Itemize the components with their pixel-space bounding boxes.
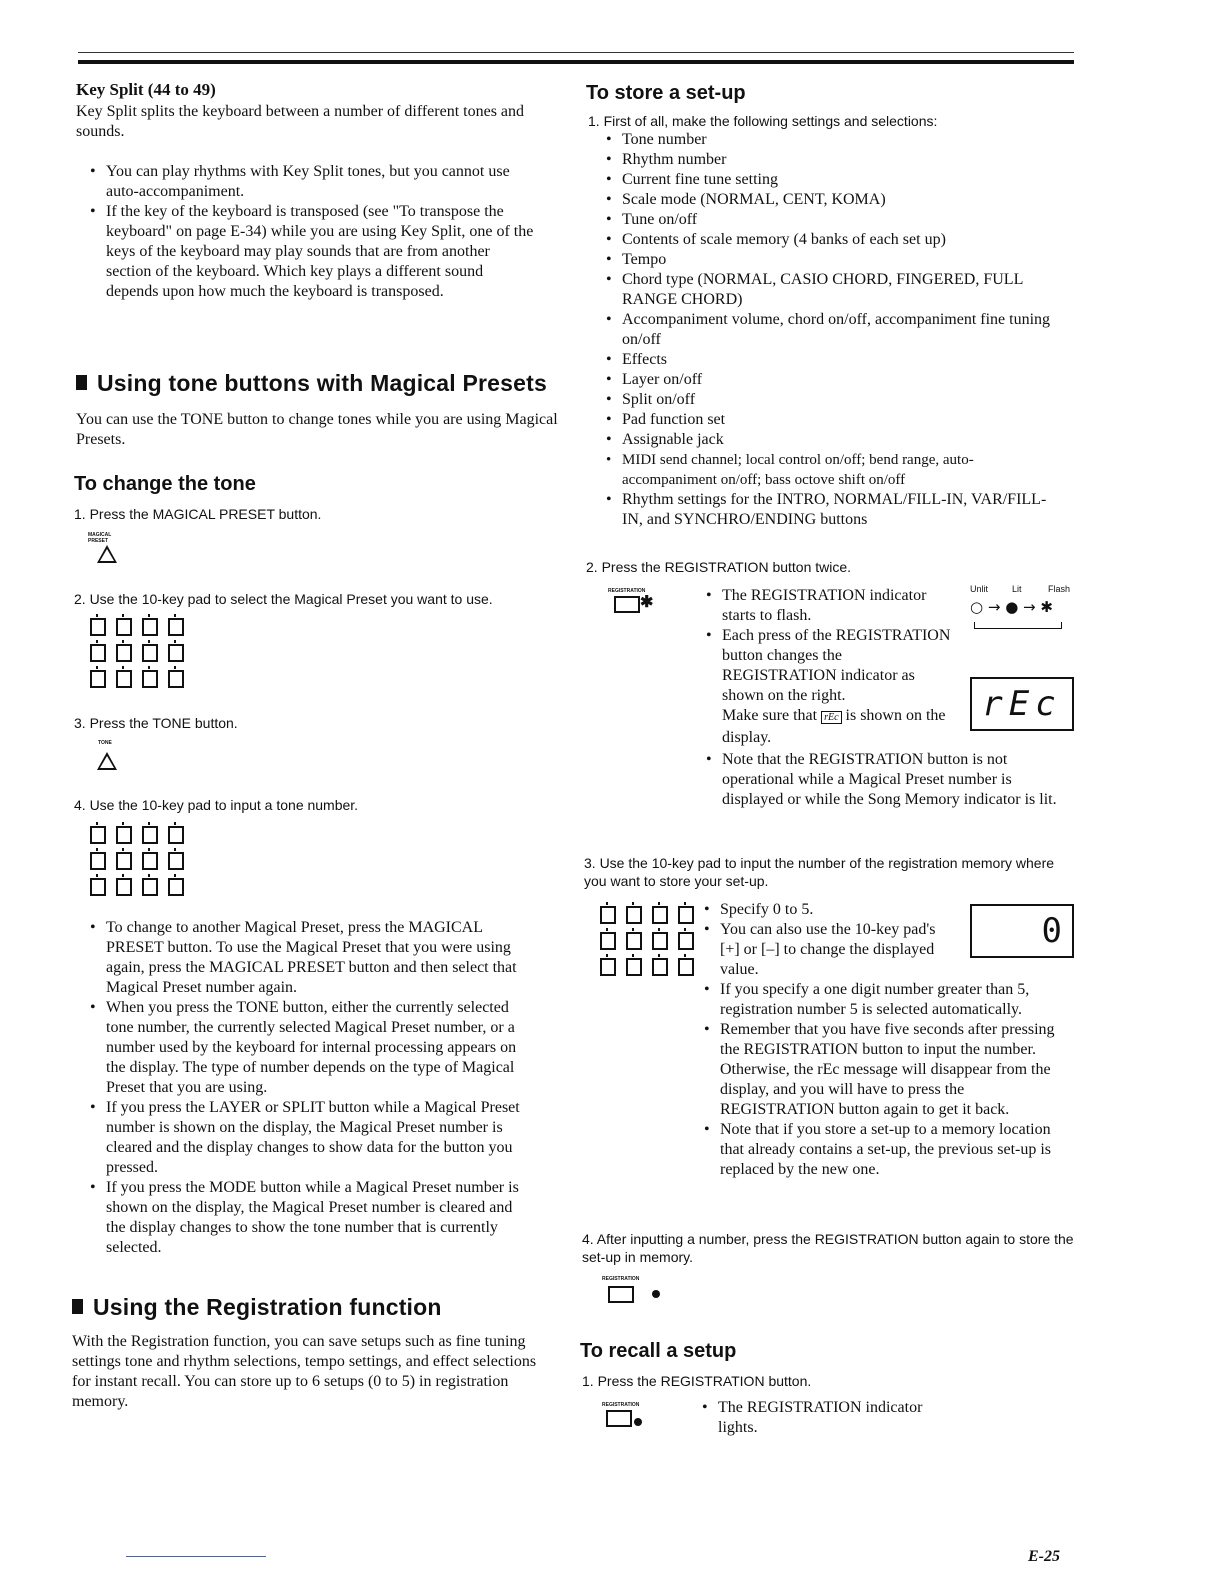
indicator-label-lit: Lit (1012, 584, 1022, 594)
store-step2: 2. Press the REGISTRATION button twice. (586, 559, 852, 575)
key[interactable] (90, 852, 106, 870)
registration-heading: Using the Registration function (72, 1294, 442, 1321)
key-split-bullets (88, 162, 538, 302)
list-item: • Effects (604, 350, 1058, 370)
registration-label: REGISTRATION (602, 1276, 640, 1282)
list-item: • You can play rhythms with Key Split tones, but you cannot use auto-accompaniment. (88, 162, 538, 202)
indicator-label-flash: Flash (1048, 584, 1071, 594)
key[interactable] (678, 932, 694, 950)
magical-preset-button[interactable] (97, 545, 117, 563)
list-item: • If you specify a one digit number greater than 5, registration number 5 is selected automatically. (702, 980, 1072, 1020)
key[interactable] (168, 644, 184, 662)
store-step3-long-bullets (702, 980, 1072, 1180)
key[interactable] (600, 958, 616, 976)
lcd-zero-display: 0 (970, 904, 1074, 958)
list-item: • Layer on/off (604, 370, 1058, 390)
key[interactable] (678, 958, 694, 976)
key[interactable] (626, 932, 642, 950)
list-item: • Specify 0 to 5. (702, 900, 948, 920)
change-tone-step3: 3. Press the TONE button. (74, 715, 238, 731)
top-rule-thin (78, 52, 1074, 53)
key[interactable] (652, 932, 668, 950)
list-item: • Tune on/off (604, 210, 1058, 230)
list-item: • Current fine tune setting (604, 170, 1058, 190)
recall-step1: 1. Press the REGISTRATION button. (582, 1373, 812, 1389)
key[interactable] (90, 618, 106, 636)
magical-preset-label: MAGICAL PRESET (88, 532, 112, 544)
key[interactable] (626, 958, 642, 976)
registration-label: REGISTRATION (608, 588, 646, 594)
list-item: • You can also use the 10-key pad's [+] or [–] to change the displayed value. (702, 920, 948, 980)
change-tone-step2: 2. Use the 10-key pad to select the Magical Preset you want to use. (74, 591, 493, 607)
key[interactable] (116, 670, 132, 688)
key[interactable] (142, 644, 158, 662)
key-split-section (76, 80, 564, 302)
registration-intro: With the Registration function, you can save setups such as fine tuning settings tone and rhythm selections, tempo settings, and effect selections for instant recall. You can store up to 6 setups (0 to 5) in registration memory. (72, 1333, 537, 1410)
magical-notes (88, 918, 534, 1258)
key[interactable] (142, 878, 158, 896)
key[interactable] (116, 826, 132, 844)
key[interactable] (116, 644, 132, 662)
lit-indicator-icon (652, 1290, 660, 1298)
store-step2-bullets (704, 586, 952, 748)
registration-button[interactable] (608, 1286, 634, 1303)
store-step2-note (704, 750, 1074, 810)
change-tone-step1: 1. Press the MAGICAL PRESET button. (74, 506, 322, 522)
key-split-intro: Key Split splits the keyboard between a number of different tones and sounds. (76, 103, 525, 140)
lit-indicator-icon (634, 1418, 642, 1426)
list-item: • Assignable jack (604, 430, 1058, 450)
list-item: • Note that the REGISTRATION button is not operational while a Magical Preset number is displayed or while the Song Memory indicator is lit. (704, 750, 1074, 810)
key[interactable] (168, 878, 184, 896)
footer-rule (126, 1556, 266, 1557)
key[interactable] (90, 670, 106, 688)
store-settings-list (604, 130, 1058, 530)
step2-bullet2b-pre: Make sure that (722, 707, 818, 724)
ten-key-pad[interactable] (600, 906, 694, 976)
key[interactable] (90, 644, 106, 662)
list-item: • Note that if you store a set-up to a memory location that already contains a set-up, the previous set-up is replaced by the new one. (702, 1120, 1072, 1180)
tone-button[interactable] (97, 752, 117, 770)
list-item: • Pad function set (604, 410, 1058, 430)
key[interactable] (600, 906, 616, 924)
list-item: • If the key of the keyboard is transposed (see "To transpose the keyboard" on page E-34) while you are using Key Split, one of the keys of the keyboard may play sounds that are from another section of the keyboard. Which key plays a different sound depends upon how much the keyboard is transposed. (88, 202, 538, 302)
list-item: • When you press the TONE button, either the currently selected tone number, the currently selected Magical Preset number, or a number used by the keyboard for internal processing appears on the display. The type of number depends on the type of Magical Preset that you are using. (88, 998, 534, 1098)
key[interactable] (116, 852, 132, 870)
key[interactable] (142, 852, 158, 870)
key[interactable] (652, 906, 668, 924)
store-step3-short-bullets (702, 900, 948, 980)
lcd-rec-display: rEc (970, 677, 1074, 731)
list-item: • Rhythm number (604, 150, 1058, 170)
indicator-loop-line (974, 622, 1062, 629)
list-item: • Accompaniment volume, chord on/off, accompaniment fine tuning on/off (604, 310, 1058, 350)
list-item: • Chord type (NORMAL, CASIO CHORD, FINGERED, FULL RANGE CHORD) (604, 270, 1058, 310)
key[interactable] (168, 670, 184, 688)
key[interactable] (168, 618, 184, 636)
magical-intro: You can use the TONE button to change tones while you are using Magical Presets. (76, 411, 558, 448)
list-item: • To change to another Magical Preset, press the MAGICAL PRESET button. To use the Magical Preset that you were using again, press the MAGICAL PRESET button and then select that Magical Preset number again. (88, 918, 534, 998)
rec-inline-box: rEc (821, 711, 841, 724)
store-step3: 3. Use the 10-key pad to input the number of the registration memory where you want to store your set-up. (584, 855, 1055, 889)
list-item: • Remember that you have five seconds after pressing the REGISTRATION button to input the number. Otherwise, the rEc message will disappear from the display, and you will have to press the REGISTRATION button again to get it back. (702, 1020, 1072, 1120)
step2-bullet2a: Each press of the REGISTRATION button changes the REGISTRATION indicator as shown on the right. (722, 627, 951, 704)
key-split-heading: Key Split (44 to 49) (76, 80, 216, 99)
key[interactable] (142, 826, 158, 844)
key[interactable] (678, 906, 694, 924)
list-item: • Tone number (604, 130, 1058, 150)
list-item: • The REGISTRATION indicator lights. (700, 1398, 950, 1438)
key[interactable] (142, 618, 158, 636)
key[interactable] (168, 852, 184, 870)
key[interactable] (626, 906, 642, 924)
registration-label: REGISTRATION (602, 1402, 640, 1408)
change-tone-step4: 4. Use the 10-key pad to input a tone number. (74, 797, 359, 813)
change-tone-heading: To change the tone (74, 473, 256, 495)
list-item: • Split on/off (604, 390, 1058, 410)
list-item: • Scale mode (NORMAL, CENT, KOMA) (604, 190, 1058, 210)
list-item: • Contents of scale memory (4 banks of each set up) (604, 230, 1058, 250)
registration-button[interactable] (614, 596, 640, 613)
list-item: • If you press the MODE button while a Magical Preset number is shown on the display, the Magical Preset number is cleared and the display changes to show the tone number that is currently selected. (88, 1178, 534, 1258)
store-step1: 1. First of all, make the following settings and selections: (588, 113, 938, 129)
key[interactable] (142, 670, 158, 688)
page-number: E-25 (1028, 1548, 1060, 1565)
ten-key-pad[interactable] (90, 826, 184, 896)
list-item: • If you press the LAYER or SPLIT button while a Magical Preset number is shown on the display, the Magical Preset number is cleared and the display changes to show data for the button you pressed. (88, 1098, 534, 1178)
list-item (704, 626, 952, 748)
key[interactable] (90, 826, 106, 844)
indicator-label-unlit: Unlit (970, 584, 989, 594)
top-rule-thick (78, 60, 1074, 64)
recall-heading: To recall a setup (580, 1340, 737, 1362)
list-item: • MIDI send channel; local control on/off; bend range, auto-accompaniment on/off; bass octove shift on/off (604, 450, 1058, 490)
list-item: • Rhythm settings for the INTRO, NORMAL/FILL-IN, VAR/FILL-IN, and SYNCHRO/ENDING buttons (604, 490, 1058, 530)
key[interactable] (90, 878, 106, 896)
key[interactable] (652, 958, 668, 976)
registration-button[interactable] (606, 1410, 632, 1427)
key[interactable] (168, 826, 184, 844)
key[interactable] (600, 932, 616, 950)
step2-bullet2b-post: is shown on the display. (722, 707, 946, 746)
indicator-sequence: ○ → ● → ✱ (970, 598, 1053, 616)
ten-key-pad[interactable] (90, 618, 184, 688)
store-heading: To store a set-up (586, 82, 746, 104)
key[interactable] (116, 878, 132, 896)
list-item: • Tempo (604, 250, 1058, 270)
list-item: • The REGISTRATION indicator starts to flash. (704, 586, 952, 626)
key[interactable] (116, 618, 132, 636)
recall-bullets (700, 1398, 950, 1438)
tone-button-label: TONE (98, 740, 112, 746)
magical-heading: Using tone buttons with Magical Presets (76, 370, 547, 397)
flash-icon: ✱ (640, 592, 654, 611)
store-step4: 4. After inputting a number, press the REGISTRATION button again to store the set-up in memory. (582, 1231, 1074, 1265)
